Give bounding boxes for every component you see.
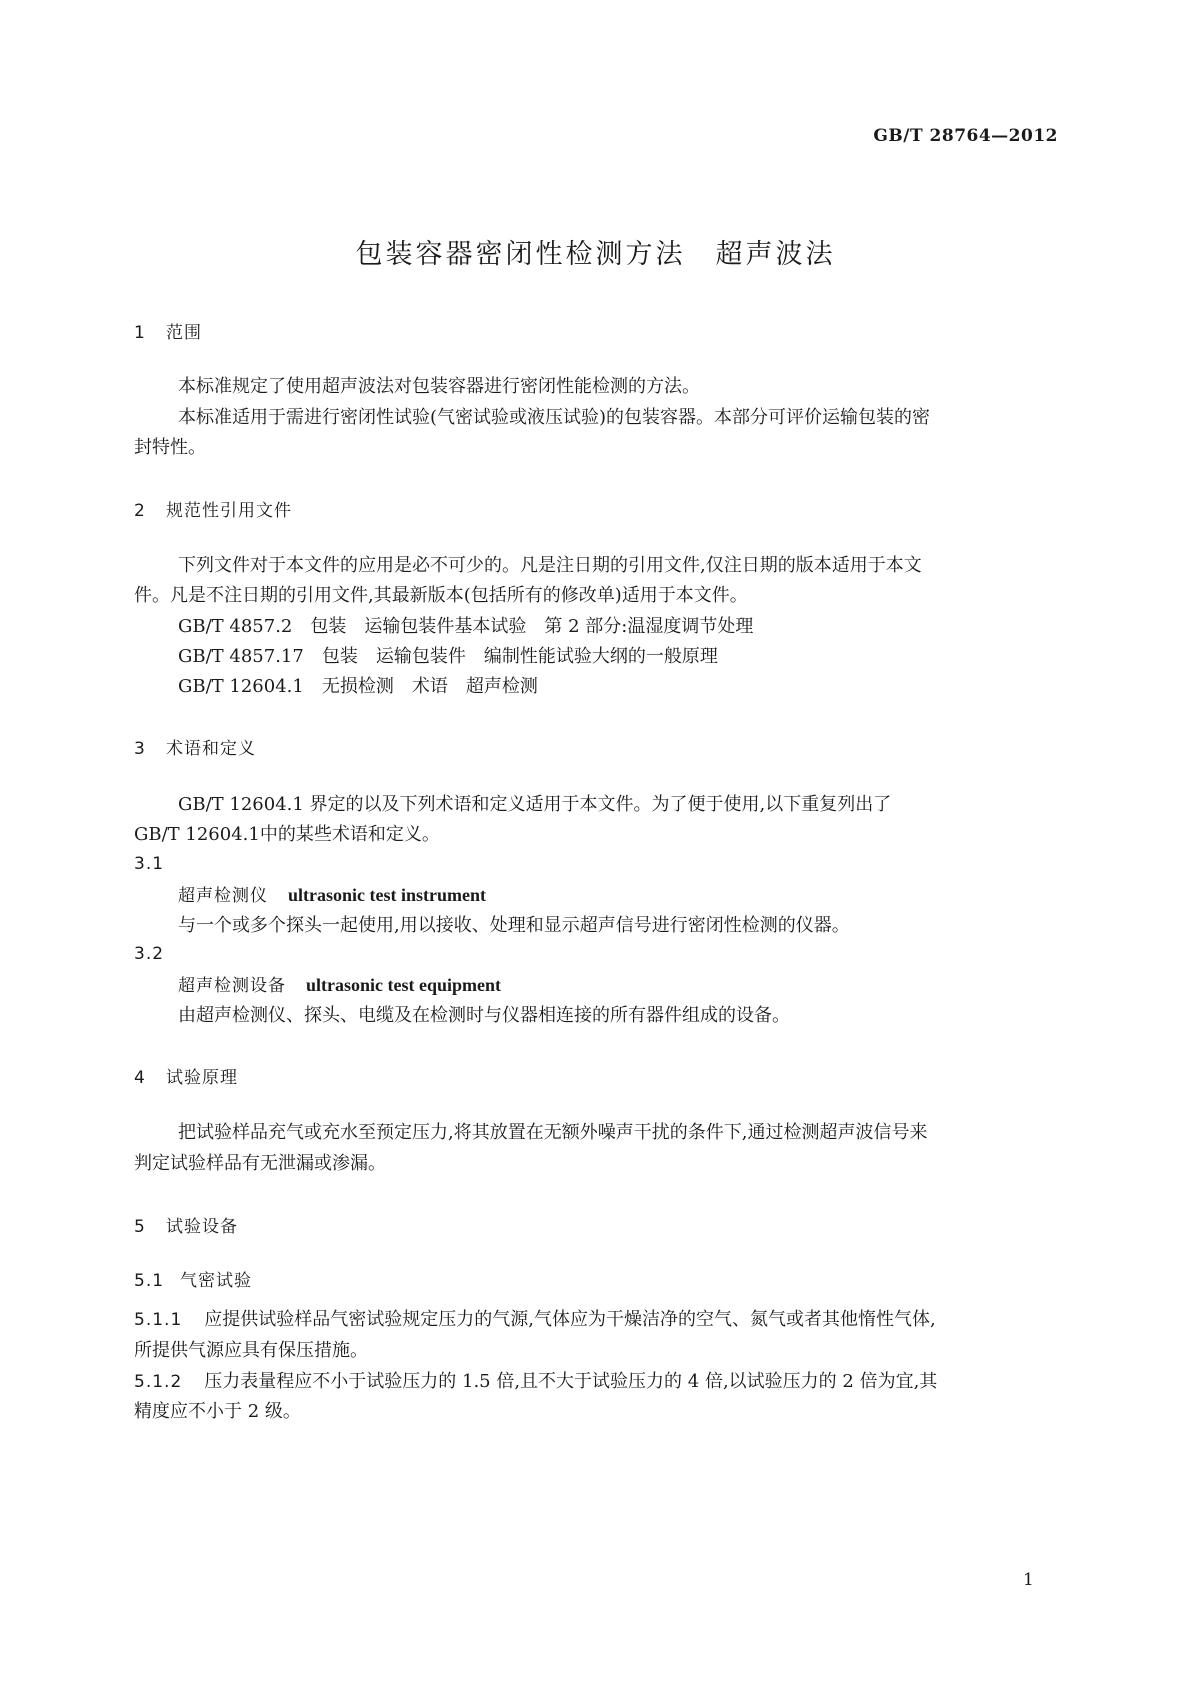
subsection-title: 气密试验	[180, 1271, 252, 1291]
term-number: 3.2	[134, 944, 165, 964]
section-3-heading	[134, 734, 256, 759]
section-number: 1	[134, 323, 146, 343]
term-definition: 由超声检测仪、探头、电缆及在检测时与仪器相连接的所有器件组成的设备。	[178, 1005, 790, 1026]
section-number: 4	[134, 1068, 146, 1088]
paragraph: 判定试验样品有无泄漏或渗漏。	[134, 1153, 386, 1174]
clause-5-1-2	[134, 1366, 937, 1398]
section-number: 5	[134, 1217, 146, 1237]
paragraph: 件。凡是不注日期的引用文件,其最新版本(包括所有的修改单)适用于本文件。	[134, 585, 748, 606]
clause-5-1-1	[134, 1304, 936, 1336]
subsection-number: 5.1	[134, 1271, 165, 1291]
paragraph: 精度应不小于 2 级。	[134, 1401, 301, 1422]
section-number: 2	[134, 501, 146, 521]
section-title: 试验设备	[166, 1217, 238, 1237]
section-title: 规范性引用文件	[166, 501, 292, 521]
paragraph: 本标准规定了使用超声波法对包装容器进行密闭性能检测的方法。	[178, 376, 700, 397]
paragraph: 把试验样品充气或充水至预定压力,将其放置在无额外噪声干扰的条件下,通过检测超声波信号来	[178, 1122, 928, 1143]
section-title: 术语和定义	[166, 739, 256, 759]
section-2-heading	[134, 496, 292, 521]
standard-code: GB/T 28764—2012	[873, 126, 1058, 146]
normative-reference: GB/T 12604.1 无损检测 术语 超声检测	[178, 676, 538, 697]
term-number: 3.1	[134, 854, 165, 874]
section-4-heading	[134, 1063, 238, 1088]
clause-text: 应提供试验样品气密试验规定压力的气源,气体应为干燥洁净的空气、氮气或者其他惰性气体,	[204, 1309, 936, 1330]
page-number: 1	[1023, 1570, 1034, 1590]
section-1-heading	[134, 318, 202, 343]
clause-number: 5.1.2	[134, 1372, 183, 1392]
paragraph: 本标准适用于需进行密闭性试验(气密试验或液压试验)的包装容器。本部分可评价运输包装的密	[178, 407, 931, 428]
normative-reference: GB/T 4857.2 包装 运输包装件基本试验 第 2 部分:温湿度调节处理	[178, 616, 754, 637]
term-english: ultrasonic test instrument	[288, 885, 486, 905]
term-definition: 与一个或多个探头一起使用,用以接收、处理和显示超声信号进行密闭性检测的仪器。	[178, 915, 850, 936]
term-chinese: 超声检测设备	[178, 976, 286, 996]
term-entry	[178, 970, 501, 1002]
section-5-heading	[134, 1212, 238, 1237]
term-english: ultrasonic test equipment	[306, 975, 501, 995]
paragraph: 封特性。	[134, 437, 206, 458]
paragraph: GB/T 12604.1中的某些术语和定义。	[134, 824, 440, 845]
section-title: 范围	[166, 323, 202, 343]
section-title: 试验原理	[166, 1068, 238, 1088]
paragraph: 下列文件对于本文件的应用是必不可少的。凡是注日期的引用文件,仅注日期的版本适用于本文	[178, 555, 922, 576]
normative-reference: GB/T 4857.17 包装 运输包装件 编制性能试验大纲的一般原理	[178, 646, 718, 667]
section-number: 3	[134, 739, 146, 759]
term-chinese: 超声检测仪	[178, 886, 268, 906]
document-title: 包装容器密闭性检测方法 超声波法	[355, 239, 836, 270]
term-entry	[178, 880, 486, 912]
subsection-5-1-heading	[134, 1266, 252, 1291]
clause-number: 5.1.1	[134, 1310, 183, 1330]
paragraph: 所提供气源应具有保压措施。	[134, 1340, 368, 1361]
paragraph: GB/T 12604.1 界定的以及下列术语和定义适用于本文件。为了便于使用,以下重复列出了	[178, 794, 892, 815]
clause-text: 压力表量程应不小于试验压力的 1.5 倍,且不大于试验压力的 4 倍,以试验压力的 2 倍为宜,其	[204, 1371, 938, 1392]
